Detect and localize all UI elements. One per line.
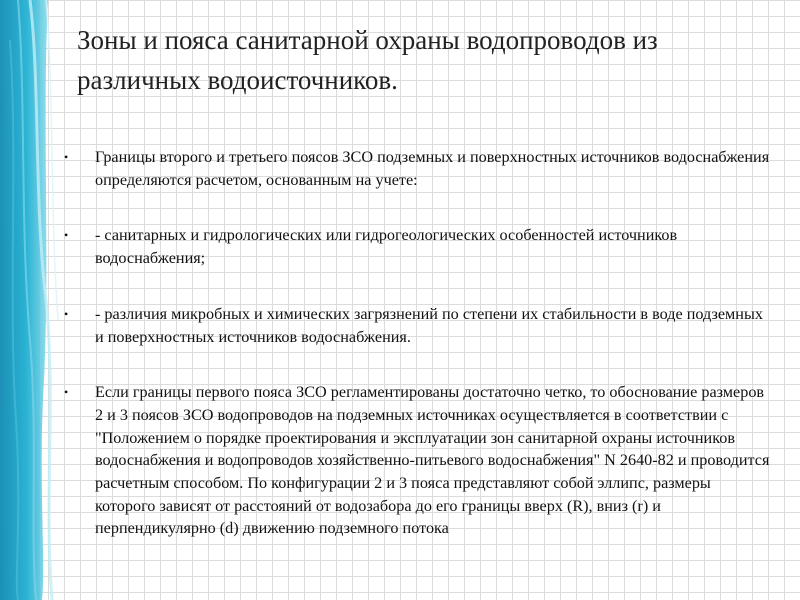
- bullet-marker: •: [64, 150, 69, 164]
- bullet-text: - санитарных и гидрологических или гидрогеологических особенностей источников водоснабжения;: [95, 226, 678, 268]
- side-ribbon-decoration: [0, 0, 62, 600]
- bullet-marker: •: [64, 306, 69, 321]
- bullet-marker: •: [64, 228, 69, 243]
- list-item: [60, 303, 775, 348]
- bullet-list: [60, 146, 775, 540]
- slide-title: Зоны и пояса санитарной охраны водопроводов из различных водоисточников.: [77, 25, 658, 95]
- bullet-text: - различия микробных и химических загрязнений по степени их стабильности в воде подземных и поверхностных источников водоснабжения.: [95, 304, 763, 346]
- bullet-marker: •: [64, 385, 69, 400]
- bullet-text: Если границы первого пояса ЗСО регламентированы достаточно четко, то обоснование размеров 2 и 3 поясов ЗСО водопроводов на подземных источниках осуществляется в соответствии с "Положением о порядке проектирования и эксплуатации зон санитарной охраны источников водоснабжения и водопроводов хозяйственно-питьевого водоснабжения" N 2640-82 и проводится расчетным способом. По конфигурации 2 и 3 пояса представляют собой эллипс, размеры которого зависят от расстояний от водозабора до его границы вверх (R), вниз (r) и перпендикулярно (d) движению подземного потока: [95, 383, 770, 538]
- list-item: [60, 224, 775, 269]
- bullet-text: Границы второго и третьего поясов ЗСО подземных и поверхностных источников водоснабжения определяются расчетом, основанным на учете:: [95, 148, 770, 189]
- list-item: [60, 146, 775, 191]
- list-item: [60, 381, 775, 540]
